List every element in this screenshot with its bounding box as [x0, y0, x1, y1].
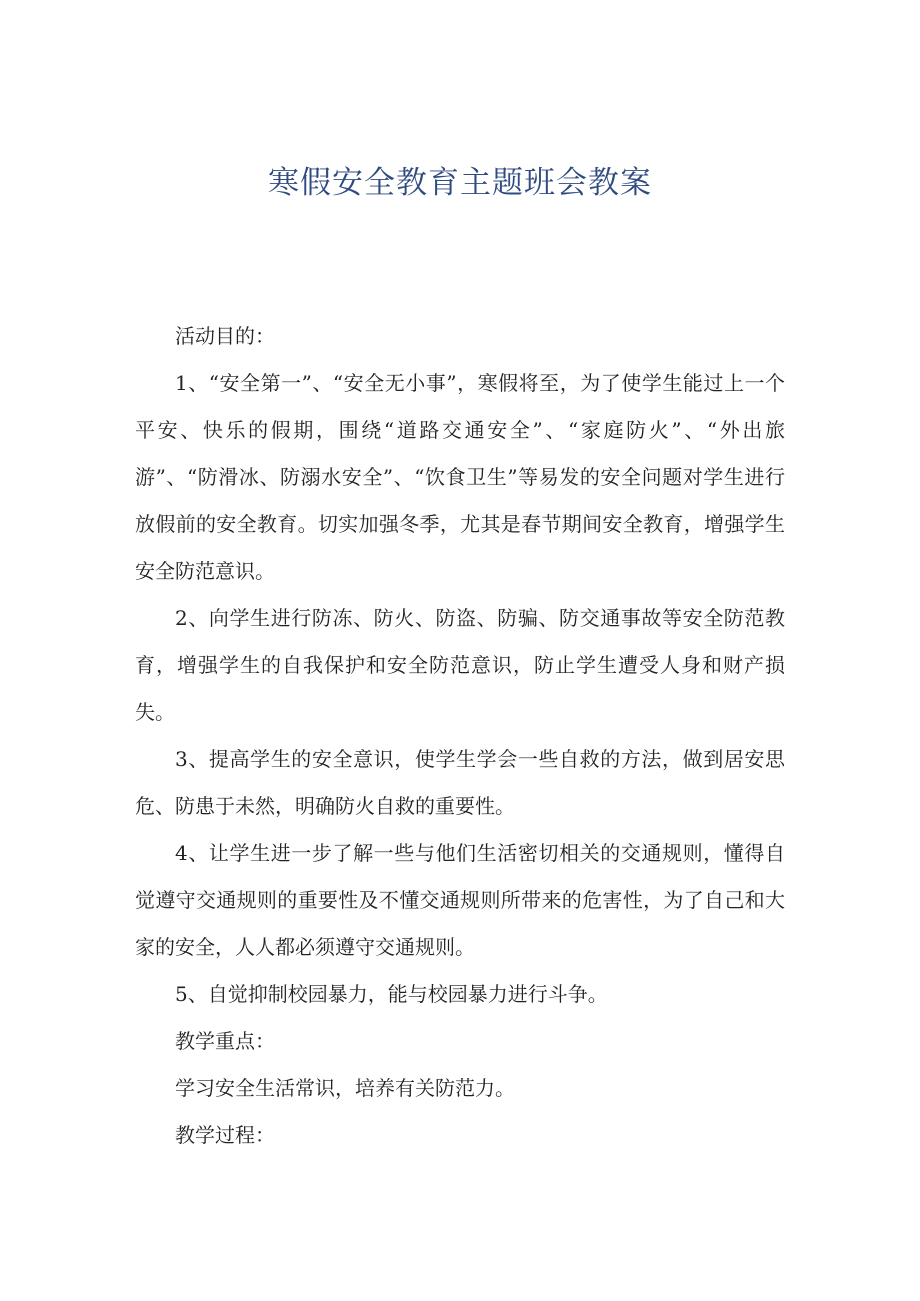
paragraph-teaching-focus: 学习安全生活常识，培养有关防范力。 [175, 1076, 515, 1100]
document-body [135, 313, 785, 1159]
paragraph-goal-2: 2、向学生进行防冻、防火、防盗、防骗、防交通事故等安全防范教育，增强学生的自我保护和安全防范意识，防止学生遭受人身和财产损失。 [135, 606, 785, 724]
paragraph-goal-4: 4、让学生进一步了解一些与他们生活密切相关的交通规则，懂得自觉遵守交通规则的重要性及不懂交通规则所带来的危害性，为了自己和大家的安全，人人都必须遵守交通规则。 [135, 841, 785, 959]
paragraph-teaching-focus-heading: 教学重点： [175, 1029, 275, 1053]
document-title: 寒假安全教育主题班会教案 [268, 165, 652, 201]
paragraph-goal-3: 3、提高学生的安全意识，使学生学会一些自救的方法，做到居安思危、防患于未然，明确防火自救的重要性。 [135, 747, 785, 818]
paragraph-goal-5: 5、自觉抑制校园暴力，能与校园暴力进行斗争。 [175, 982, 608, 1006]
paragraph-activity-goal-heading: 活动目的： [175, 324, 275, 348]
paragraph-teaching-process-heading: 教学过程： [175, 1123, 275, 1147]
paragraph-goal-1: 1、“安全第一”、“安全无小事”，寒假将至，为了使学生能过上一个平安、快乐的假期，围绕“道路交通安全”、“家庭防火”、“外出旅游”、“防滑冰、防溺水安全”、“饮食卫生”等易发的安全问题对学生进行放假前的安全教育。切实加强冬季，尤其是春节期间安全教育，增强学生安全防范意识。 [135, 371, 785, 583]
